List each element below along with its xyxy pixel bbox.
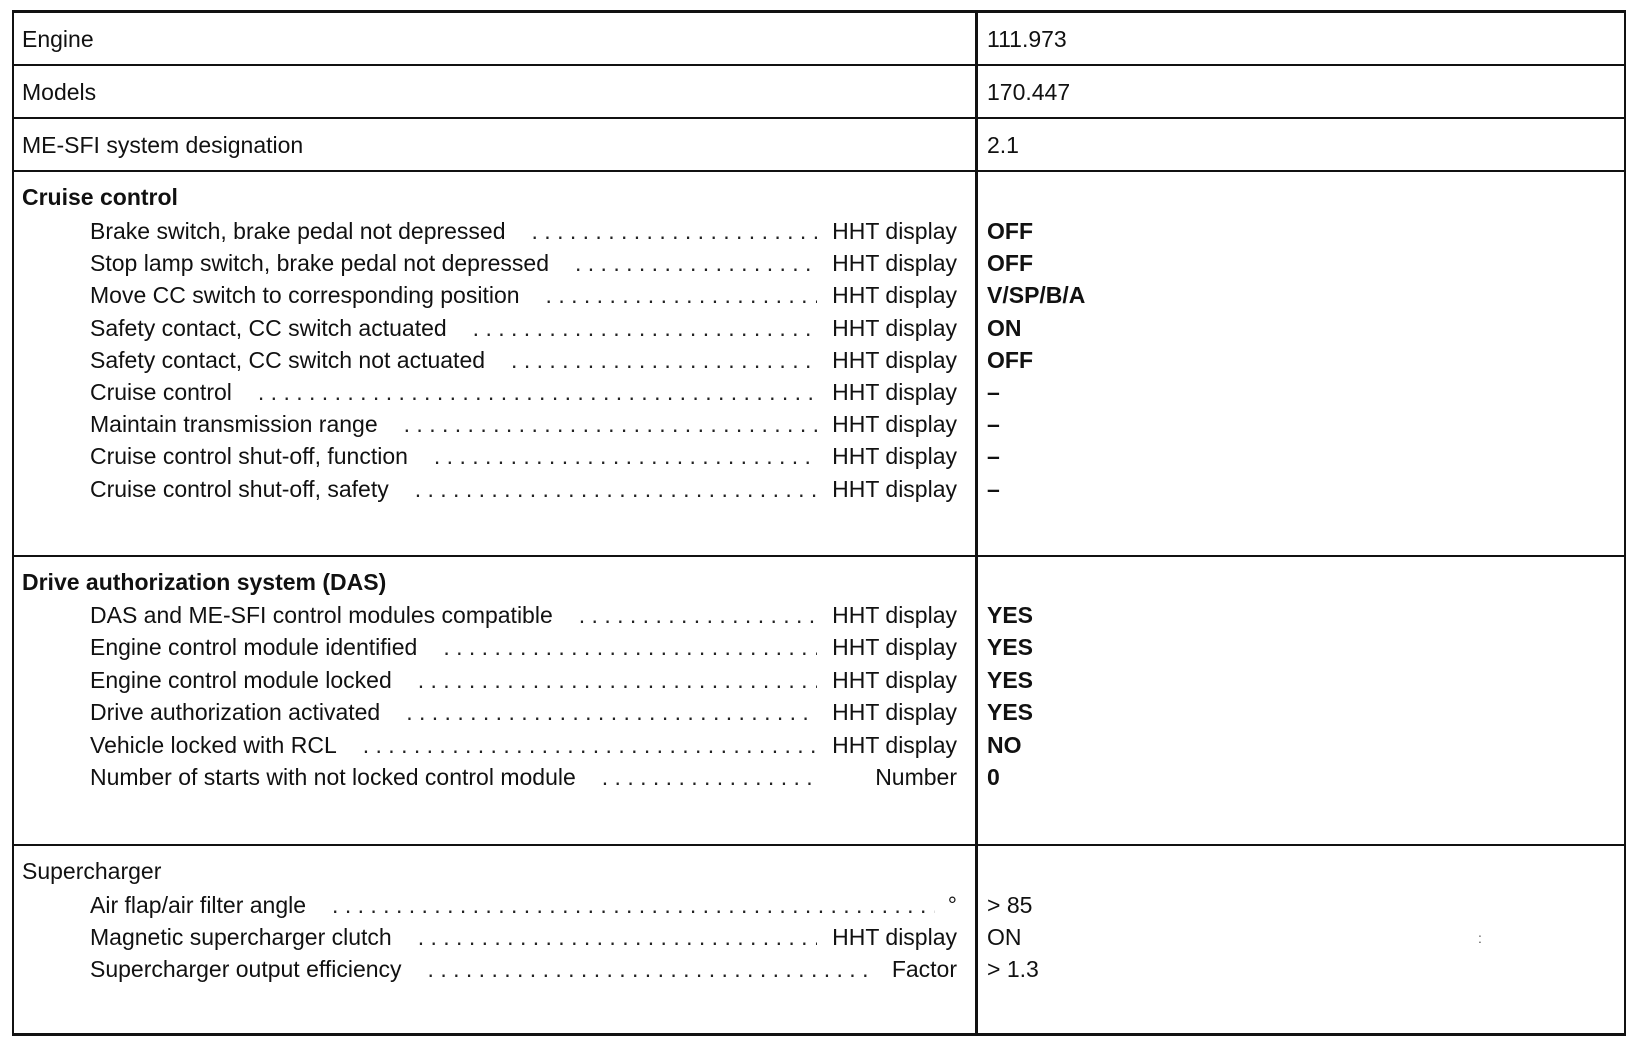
models-value: 170.447	[987, 79, 1071, 105]
param-value: –	[987, 378, 1000, 405]
param-label: Air flap/air filter angle	[90, 892, 307, 918]
value-list	[978, 215, 1624, 505]
param-unit: HHT display	[832, 602, 957, 628]
param-unit: HHT display	[832, 666, 957, 693]
leader-dots	[380, 696, 817, 728]
param-value: OFF	[987, 250, 1033, 277]
param-value: YES	[987, 699, 1034, 726]
supercharger-params	[14, 846, 978, 1033]
row-system-designation	[14, 119, 1624, 172]
param-label: Safety contact, CC switch actuated	[90, 314, 447, 341]
param-row	[14, 761, 975, 793]
param-row	[14, 344, 975, 376]
das-params	[14, 557, 978, 844]
param-row	[14, 376, 975, 408]
leader-dots	[402, 953, 871, 985]
leader-dots	[447, 312, 817, 344]
value-list	[978, 889, 1624, 986]
param-row	[14, 215, 975, 247]
leader-dots	[232, 376, 817, 408]
param-unit: HHT display	[832, 699, 957, 726]
param-value: V/SP/B/A	[987, 282, 1086, 309]
param-row	[14, 889, 975, 921]
leader-dots	[417, 631, 817, 663]
param-unit: °	[947, 892, 957, 918]
param-label: Maintain transmission range	[90, 411, 378, 438]
param-label: Engine control module identified	[90, 634, 418, 661]
leader-dots	[378, 408, 817, 440]
param-unit: HHT display	[832, 218, 957, 244]
param-list	[14, 215, 975, 505]
section-cruise-control	[14, 172, 1624, 557]
leader-dots	[306, 889, 935, 921]
section-title: Cruise control	[22, 184, 178, 210]
engine-label: Engine	[14, 13, 978, 64]
leader-dots	[392, 921, 817, 953]
engine-value: 111.973	[987, 26, 1067, 52]
leader-dots	[553, 599, 817, 631]
param-label: Supercharger output efficiency	[90, 956, 402, 983]
supercharger-values	[978, 846, 1624, 1033]
param-label: Move CC switch to corresponding position	[90, 282, 520, 309]
leader-dots	[485, 344, 817, 376]
param-label: Engine control module locked	[90, 666, 392, 693]
leader-dots	[549, 247, 817, 279]
stray-mark: :	[1478, 930, 1482, 946]
param-unit: HHT display	[832, 411, 957, 438]
param-label: Cruise control shut-off, function	[90, 443, 408, 470]
param-label: Brake switch, brake pedal not depressed	[90, 218, 506, 244]
param-unit: HHT display	[832, 282, 957, 309]
param-value: –	[987, 475, 1000, 502]
param-value: YES	[987, 634, 1034, 661]
cruise-control-values	[978, 172, 1624, 555]
row-models	[14, 66, 1624, 119]
param-value: OFF	[987, 218, 1033, 244]
param-row	[14, 729, 975, 761]
param-value: ON	[987, 314, 1022, 341]
param-value: –	[987, 443, 1000, 470]
section-title: Drive authorization system (DAS)	[22, 569, 387, 595]
leader-dots	[506, 215, 817, 247]
param-unit: HHT display	[832, 924, 957, 951]
section-title: Supercharger	[22, 858, 162, 884]
param-row	[14, 408, 975, 440]
param-row	[14, 631, 975, 663]
leader-dots	[392, 664, 817, 696]
param-row	[14, 696, 975, 728]
leader-dots	[389, 473, 817, 505]
param-value: –	[987, 411, 1000, 438]
system-designation-value: 2.1	[987, 132, 1019, 158]
param-unit: HHT display	[832, 346, 957, 373]
param-label: Cruise control	[90, 378, 232, 405]
param-unit: HHT display	[832, 475, 957, 502]
param-value: YES	[987, 602, 1034, 628]
spec-table	[12, 10, 1626, 1036]
param-row	[14, 921, 975, 953]
param-row	[14, 664, 975, 696]
param-label: Stop lamp switch, brake pedal not depressed	[90, 250, 549, 277]
param-unit: HHT display	[832, 378, 957, 405]
param-label: Drive authorization activated	[90, 699, 381, 726]
param-unit: Number	[875, 763, 957, 790]
leader-dots	[408, 440, 817, 472]
param-value: OFF	[987, 346, 1033, 373]
leader-dots	[337, 729, 817, 761]
param-row	[14, 312, 975, 344]
leader-dots	[520, 279, 817, 311]
cruise-control-params	[14, 172, 978, 555]
param-value: NO	[987, 731, 1022, 758]
param-list	[14, 599, 975, 793]
system-designation-label: ME-SFI system designation	[14, 119, 978, 170]
param-value: ON	[987, 924, 1022, 951]
param-label: Magnetic supercharger clutch	[90, 924, 392, 951]
param-value: 0	[987, 763, 1000, 790]
param-unit: HHT display	[832, 443, 957, 470]
section-drive-authorization	[14, 557, 1624, 846]
param-unit: HHT display	[832, 314, 957, 341]
param-unit: HHT display	[832, 250, 957, 277]
value-list	[978, 599, 1624, 793]
param-label: Number of starts with not locked control module	[90, 763, 576, 790]
param-row	[14, 599, 975, 631]
param-row	[14, 473, 975, 505]
param-value: YES	[987, 666, 1034, 693]
das-values	[978, 557, 1624, 844]
param-row	[14, 440, 975, 472]
param-row	[14, 953, 975, 985]
section-supercharger	[14, 846, 1624, 1033]
param-value: > 85	[987, 892, 1033, 918]
param-unit: HHT display	[832, 731, 957, 758]
leader-dots	[576, 761, 817, 793]
param-label: Cruise control shut-off, safety	[90, 475, 389, 502]
row-engine	[14, 13, 1624, 66]
param-list	[14, 889, 975, 986]
param-unit: Factor	[891, 956, 957, 983]
param-value: > 1.3	[987, 956, 1039, 983]
param-label: Safety contact, CC switch not actuated	[90, 346, 486, 373]
param-row	[14, 279, 975, 311]
param-label: DAS and ME-SFI control modules compatible	[90, 602, 553, 628]
models-label: Models	[14, 66, 978, 117]
param-row	[14, 247, 975, 279]
param-unit: HHT display	[832, 634, 957, 661]
param-label: Vehicle locked with RCL	[90, 731, 337, 758]
